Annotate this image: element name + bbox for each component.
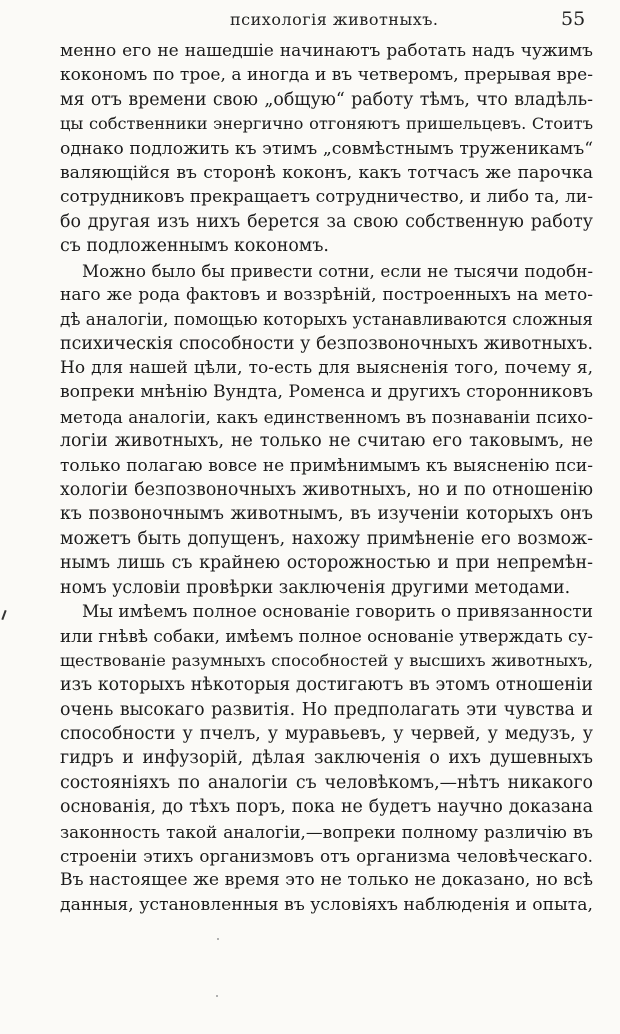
text-line: состояніяхъ по аналогіи съ человѣкомъ,—нѣтъ никакого bbox=[60, 772, 593, 793]
text-line: цы собственники энергично отгоняютъ пришельцевъ. Стоитъ bbox=[60, 114, 593, 134]
text-line: изъ которыхъ нѣкоторыя достигаютъ въ этомъ отношеніи bbox=[60, 675, 593, 696]
print-speck bbox=[217, 938, 219, 940]
text-line: менно его не нашедшіе начинаютъ работать надъ чужимъ bbox=[60, 41, 593, 61]
text-line: номъ условіи провѣрки заключенія другими методами. bbox=[60, 577, 571, 598]
print-speck bbox=[216, 995, 218, 997]
paragraph-start-line: Можно было бы привести сотни, если не тысячи подобн- bbox=[82, 260, 593, 281]
text-line: дѣ аналогіи, помощью которыхъ устанавливаются сложныя bbox=[60, 309, 593, 330]
text-line: съ подложеннымъ кокономъ. bbox=[60, 236, 329, 257]
text-line: ществованіе разумныхъ способностей у высшихъ животныхъ, bbox=[60, 650, 593, 670]
text-line: наго же рода фактовъ и воззрѣній, построенныхъ на мето- bbox=[60, 284, 593, 305]
text-line: или гнѣвѣ собаки, имѣемъ полное основаніе утверждать су- bbox=[60, 626, 593, 647]
text-line: основанія, до тѣхъ поръ, пока не будетъ научно доказана bbox=[60, 797, 593, 818]
text-line: гидръ и инфузорій, дѣлая заключенія о ихъ душевныхъ bbox=[60, 748, 593, 769]
text-line: бо другая изъ нихъ берется за свою собственную работу bbox=[60, 211, 593, 232]
body-text bbox=[60, 39, 593, 917]
text-line: вопреки мнѣнію Вундта, Роменса и другихъ сторонниковъ bbox=[60, 382, 593, 403]
text-line: логіи животныхъ, не только не считаю его таковымъ, не bbox=[60, 431, 593, 452]
text-line: кокономъ по трое, а иногда и въ четверомъ, прерывая вре- bbox=[60, 65, 593, 86]
text-line: данныя, установленныя въ условіяхъ наблюденія и опыта, bbox=[60, 894, 593, 915]
text-line: мя отъ времени свою „общую“ работу тѣмъ, что владѣль- bbox=[60, 89, 593, 110]
margin-mark bbox=[1, 610, 6, 620]
text-line: хологіи безпозвоночныхъ животныхъ, но и по отношенію bbox=[60, 480, 593, 501]
text-line: можетъ быть допущенъ, нахожу примѣненіе его возмож- bbox=[60, 528, 593, 549]
text-line: психическія способности у безпозвоночныхъ животныхъ. bbox=[60, 333, 593, 354]
text-line: однако подложить къ этимъ „совмѣстнымъ труженикамъ“ bbox=[60, 138, 593, 159]
text-line: къ позвоночнымъ животнымъ, въ изученіи которыхъ онъ bbox=[60, 504, 593, 525]
page-number: 55 bbox=[561, 8, 586, 30]
text-line: Но для нашей цѣли, то-есть для выясненія того, почему я, bbox=[60, 358, 593, 379]
text-line: валяющійся въ сторонѣ коконъ, какъ тотчасъ же парочка bbox=[60, 162, 593, 183]
text-line: Въ настоящее же время это не только не доказано, но всѣ bbox=[60, 870, 593, 891]
running-head: психологія животныхъ. bbox=[230, 10, 439, 29]
text-line: способности у пчелъ, у муравьевъ, у червей, у медузъ, у bbox=[60, 723, 593, 744]
text-line: строеніи этихъ организмовъ отъ организма человѣческаго. bbox=[60, 845, 593, 866]
text-line: сотрудниковъ прекращаетъ сотрудничество, и либо та, ли- bbox=[60, 187, 593, 208]
text-line: очень высокаго развитія. Но предполагать эти чувства и bbox=[60, 699, 593, 720]
text-line: метода аналогіи, какъ единственномъ въ познаваніи психо- bbox=[60, 406, 593, 427]
text-line: законность такой аналогіи,—вопреки полному различію въ bbox=[60, 821, 593, 842]
paragraph-start-line: Мы имѣемъ полное основаніе говорить о привязанности bbox=[82, 601, 593, 622]
text-line: только полагаю вовсе не примѣнимымъ къ выясненію пси- bbox=[60, 455, 593, 476]
text-line: нымъ лишь съ крайнею осторожностью и при непремѣн- bbox=[60, 553, 593, 574]
